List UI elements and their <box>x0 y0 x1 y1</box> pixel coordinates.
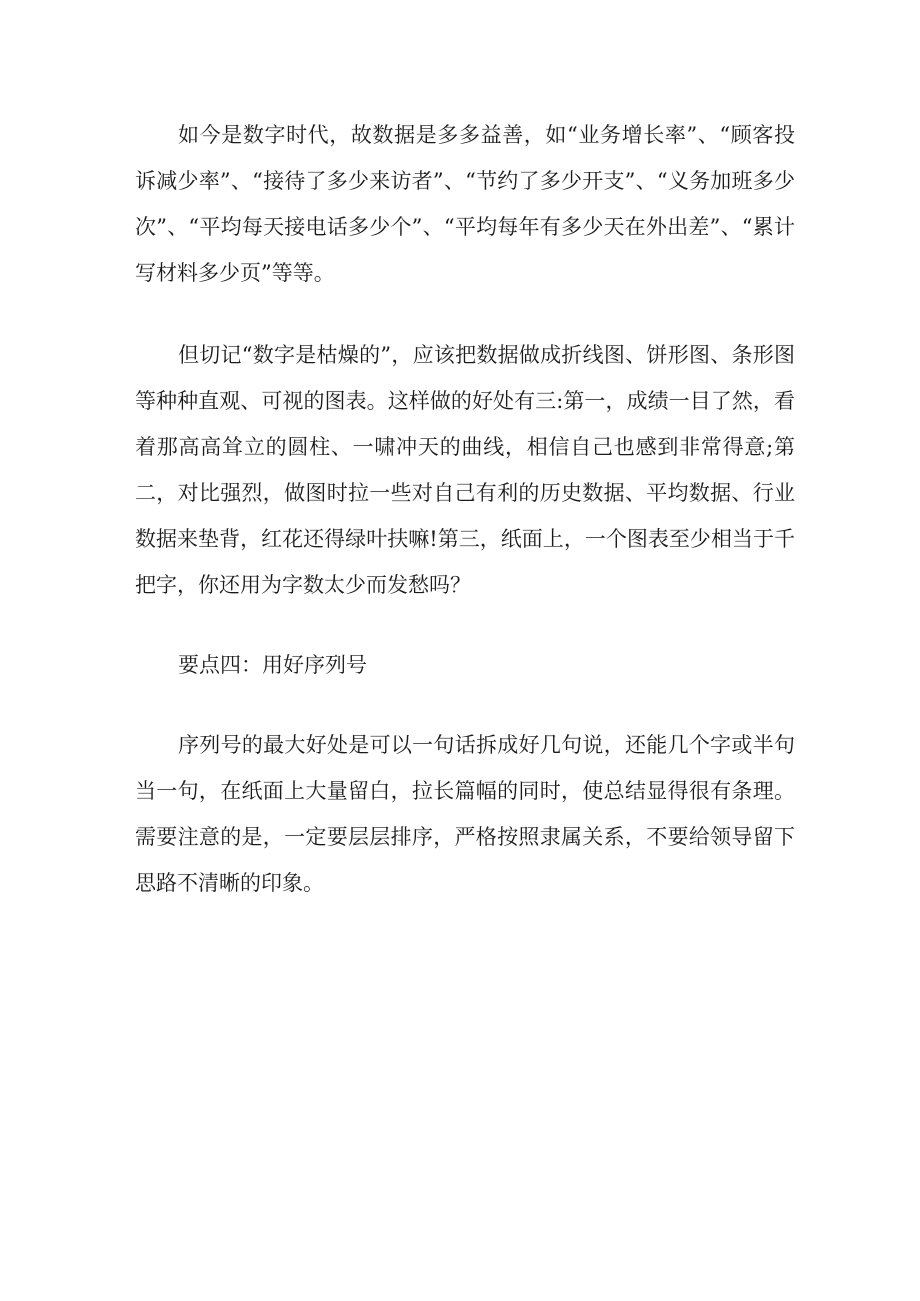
section-heading-point-four: 要点四：用好序列号 <box>178 653 367 677</box>
paragraph-data-tips: 如今是数字时代，故数据是多多益善，如“业务增长率”、“顾客投诉减少率”、“接待了多少来访者”、“节约了多少开支”、“义务加班多少次”、“平均每天接电话多少个”、“平均每年有多少天在外出差”、“累计写材料多少页”等等。 <box>135 123 795 285</box>
document-body <box>135 112 795 906</box>
paragraph-chart-advice: 但切记“数字是枯燥的”，应该把数据做成折线图、饼形图、条形图等种种直观、可视的图表。这样做的好处有三:第一，成绩一目了然，看着那高高耸立的圆柱、一啸冲天的曲线，相信自己也感到非常得意;第二，对比强烈，做图时拉一些对自己有利的历史数据、平均数据、行业数据来垫背，红花还得绿叶扶嘛!第三，纸面上，一个图表至少相当于千把字，你还用为字数太少而发愁吗？ <box>135 343 795 597</box>
paragraph-serial-numbers: 序列号的最大好处是可以一句话拆成好几句说，还能几个字或半句当一句，在纸面上大量留白，拉长篇幅的同时，使总结显得很有条理。需要注意的是，一定要层层排序，严格按照隶属关系，不要给领导留下思路不清晰的印象。 <box>135 733 795 895</box>
